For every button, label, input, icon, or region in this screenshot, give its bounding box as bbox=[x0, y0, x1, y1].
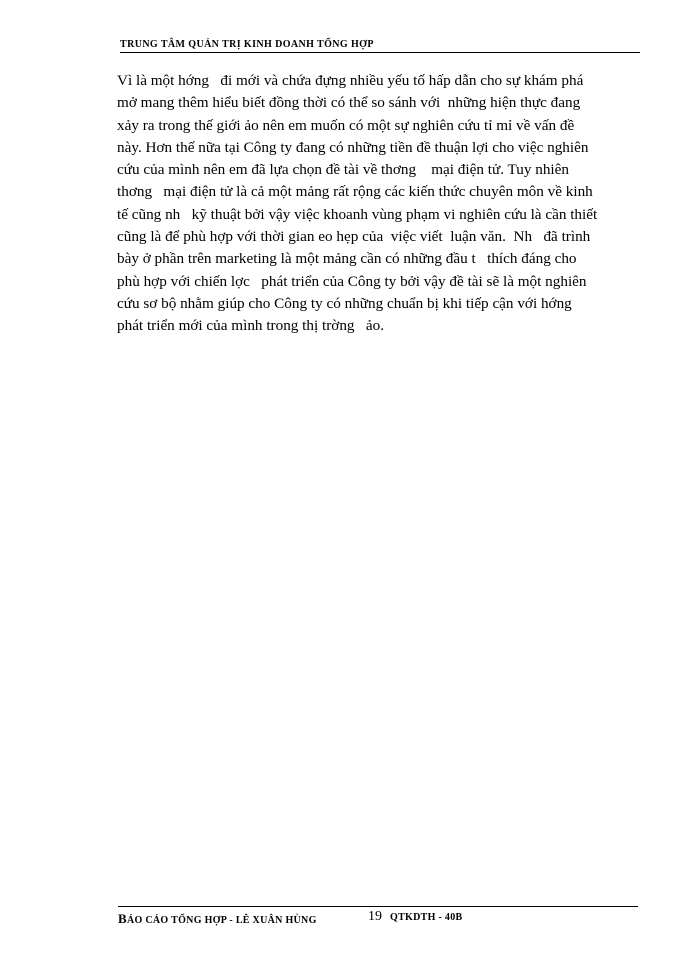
paragraph-line: Vì là một hớng đi mới và chứa đựng nhiều yếu tố hấp dẫn cho sự khám phá bbox=[117, 72, 584, 89]
footer-title-initial: B bbox=[118, 911, 127, 926]
paragraph-line: phù hợp với chiến lợc phát triển của Công ty bởi vậy đề tài sẽ là một nghiên bbox=[117, 272, 587, 290]
paragraph-line: thơng mại điện tử là cả một mảng rất rộng các kiến thức chuyên môn về kinh bbox=[117, 183, 593, 201]
paragraph-line: cứu sơ bộ nhằm giúp cho Công ty có những chuẩn bị khi tiếp cận với hớng bbox=[117, 294, 572, 312]
paragraph-line: xảy ra trong thế giới ảo nên em muốn có một sự nghiên cứu tỉ mỉ về vấn đề bbox=[117, 116, 575, 134]
page-header bbox=[120, 38, 640, 53]
paragraph-line: cũng là để phù hợp với thời gian eo hẹp của việc viết luận văn. Nh đã trình bbox=[117, 228, 591, 246]
paragraph-line: bày ở phần trên marketing là một mảng cần có những đầu t thích đáng cho bbox=[117, 250, 577, 268]
footer-title-rest: ÁO CÁO TỔNG HỢP - LÊ XUÂN HÙNG bbox=[126, 915, 317, 926]
header-title: TRUNG TÂM QUẢN TRỊ KINH DOANH TỔNG HỢP bbox=[120, 39, 374, 50]
paragraph-line: tế cũng nh kỹ thuật bởi vậy việc khoanh vùng phạm vi nghiên cứu là cần thiết bbox=[117, 205, 598, 223]
paragraph-line: cứu của mình nên em đã lựa chọn đề tài về thơng mại điện tử. Tuy nhiên bbox=[117, 161, 569, 179]
body-paragraph bbox=[117, 70, 637, 338]
paragraph-line: này. Hơn thế nữa tại Công ty đang có những tiền đề thuận lợi cho việc nghiên bbox=[117, 138, 589, 156]
paragraph-line: phát triển mới của mình trong thị trờng ảo. bbox=[117, 317, 385, 335]
page-number: 19 bbox=[368, 909, 382, 924]
footer-report-title bbox=[118, 911, 317, 927]
page-footer bbox=[118, 906, 638, 927]
paragraph-line: mở mang thêm hiểu biết đồng thời có thể so sánh với những hiện thực đang bbox=[117, 94, 581, 112]
footer-class-code: QTKDTH - 40B bbox=[390, 912, 463, 923]
